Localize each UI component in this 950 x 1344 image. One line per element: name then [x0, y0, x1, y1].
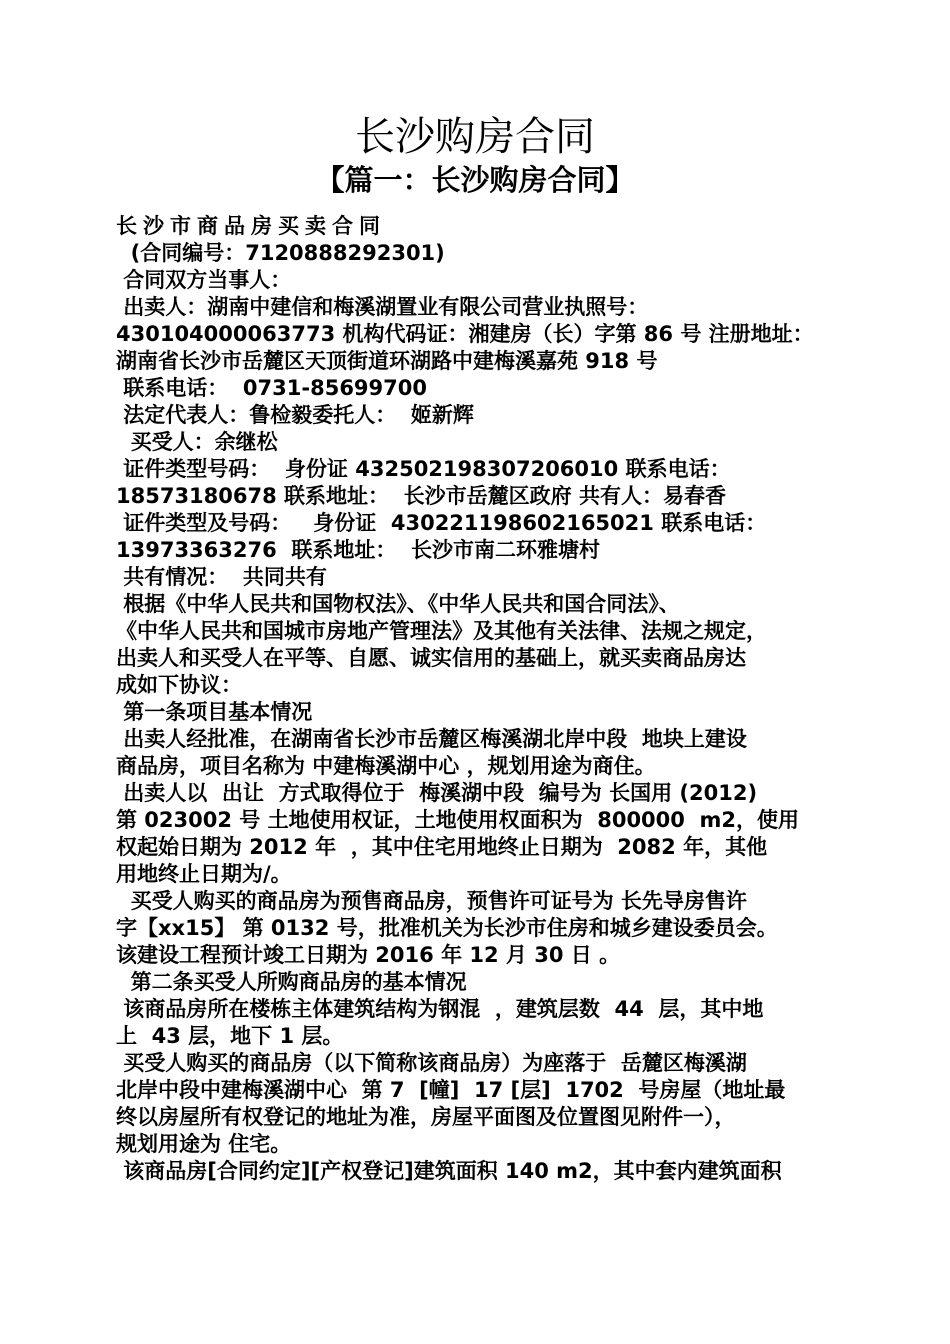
contract-line: 权起始日期为 2012 年 ，其中住宅用地终止日期为 2082 年，其他	[116, 835, 768, 859]
contract-line: 联系电话： 0731-85699700	[116, 376, 427, 400]
contract-heading: 长沙市商品房买卖合同	[116, 214, 386, 238]
contract-line: 终以房屋所有权登记的地址为准，房屋平面图及位置图见附件一），	[116, 1105, 736, 1129]
contract-line: 出卖人和买受人在平等、自愿、诚实信用的基础上，就买卖商品房达	[116, 646, 746, 670]
contract-line: 18573180678 联系地址： 长沙市岳麓区政府 共有人：易春香	[116, 484, 726, 508]
contract-line: 第一条项目基本情况	[116, 700, 313, 724]
contract-line: 《中华人民共和国城市房地产管理法》及其他有关法律、法规之规定，	[116, 619, 767, 643]
contract-line: 买受人购买的商品房（以下简称该商品房）为座落于 岳麓区梅溪湖	[116, 1051, 747, 1075]
contract-line: 成如下协议：	[116, 673, 242, 697]
contract-line: 430104000063773 机构代码证：湘建房（长）字第 86 号 注册地址：	[116, 322, 814, 346]
contract-line: (合同编号：7120888292301)	[116, 241, 445, 265]
contract-line: 买受人：余继松	[116, 430, 278, 454]
contract-line: 湖南省长沙市岳麓区天顶街道环湖路中建梅溪嘉苑 918 号	[116, 349, 658, 373]
contract-line: 上 43 层，地下 1 层。	[116, 1024, 344, 1048]
contract-line: 该建设工程预计竣工日期为 2016 年 12 月 30 日 。	[116, 943, 621, 967]
contract-line: 第二条买受人所购商品房的基本情况	[116, 970, 467, 994]
contract-line: 第 023002 号 土地使用权证，土地使用权面积为 800000 m2，使用	[116, 808, 800, 832]
document-title: 长沙购房合同	[355, 114, 595, 160]
contract-line: 合同双方当事人：	[116, 268, 292, 292]
document-subtitle: 【篇一：长沙购房合同】	[315, 163, 635, 197]
contract-line: 根据《中华人民共和国物权法》、《中华人民共和国合同法》、	[116, 592, 680, 616]
contract-line: 规划用途为 住宅。	[116, 1132, 292, 1156]
contract-line: 出卖人：湖南中建信和梅溪湖置业有限公司营业执照号：	[116, 295, 649, 319]
contract-line: 证件类型及号码： 身份证 430221198602165021 联系电话：	[116, 511, 767, 535]
contract-line: 商品房，项目名称为 中建梅溪湖中心 ，规划用途为商住。	[116, 754, 656, 778]
contract-line: 该商品房[合同约定][产权登记]建筑面积 140 m2，其中套内建筑面积	[116, 1159, 782, 1183]
contract-line: 字【xx15】 第 0132 号，批准机关为长沙市住房和城乡建设委员会。	[116, 916, 778, 940]
contract-line: 用地终止日期为/。	[116, 862, 292, 886]
contract-line: 共有情况： 共同共有	[116, 565, 327, 589]
contract-body	[116, 213, 846, 1185]
contract-line: 13973363276 联系地址： 长沙市南二环雅塘村	[116, 538, 600, 562]
contract-line: 出卖人经批准，在湖南省长沙市岳麓区梅溪湖北岸中段 地块上建设	[116, 727, 747, 751]
contract-line: 买受人购买的商品房为预售商品房，预售许可证号为 长先导房售许	[116, 889, 747, 913]
contract-line: 证件类型号码： 身份证 432502198307206010 联系电话：	[116, 457, 731, 481]
contract-line: 北岸中段中建梅溪湖中心 第 7 [幢] 17 [层] 1702 号房屋（地址最	[116, 1078, 786, 1102]
contract-line: 法定代表人：鲁检毅委托人： 姬新辉	[116, 403, 474, 427]
contract-line: 该商品房所在楼栋主体建筑结构为钢混 ，建筑层数 44 层，其中地	[116, 997, 764, 1021]
contract-line: 出卖人以 出让 方式取得位于 梅溪湖中段 编号为 长国用 (2012)	[116, 781, 758, 805]
